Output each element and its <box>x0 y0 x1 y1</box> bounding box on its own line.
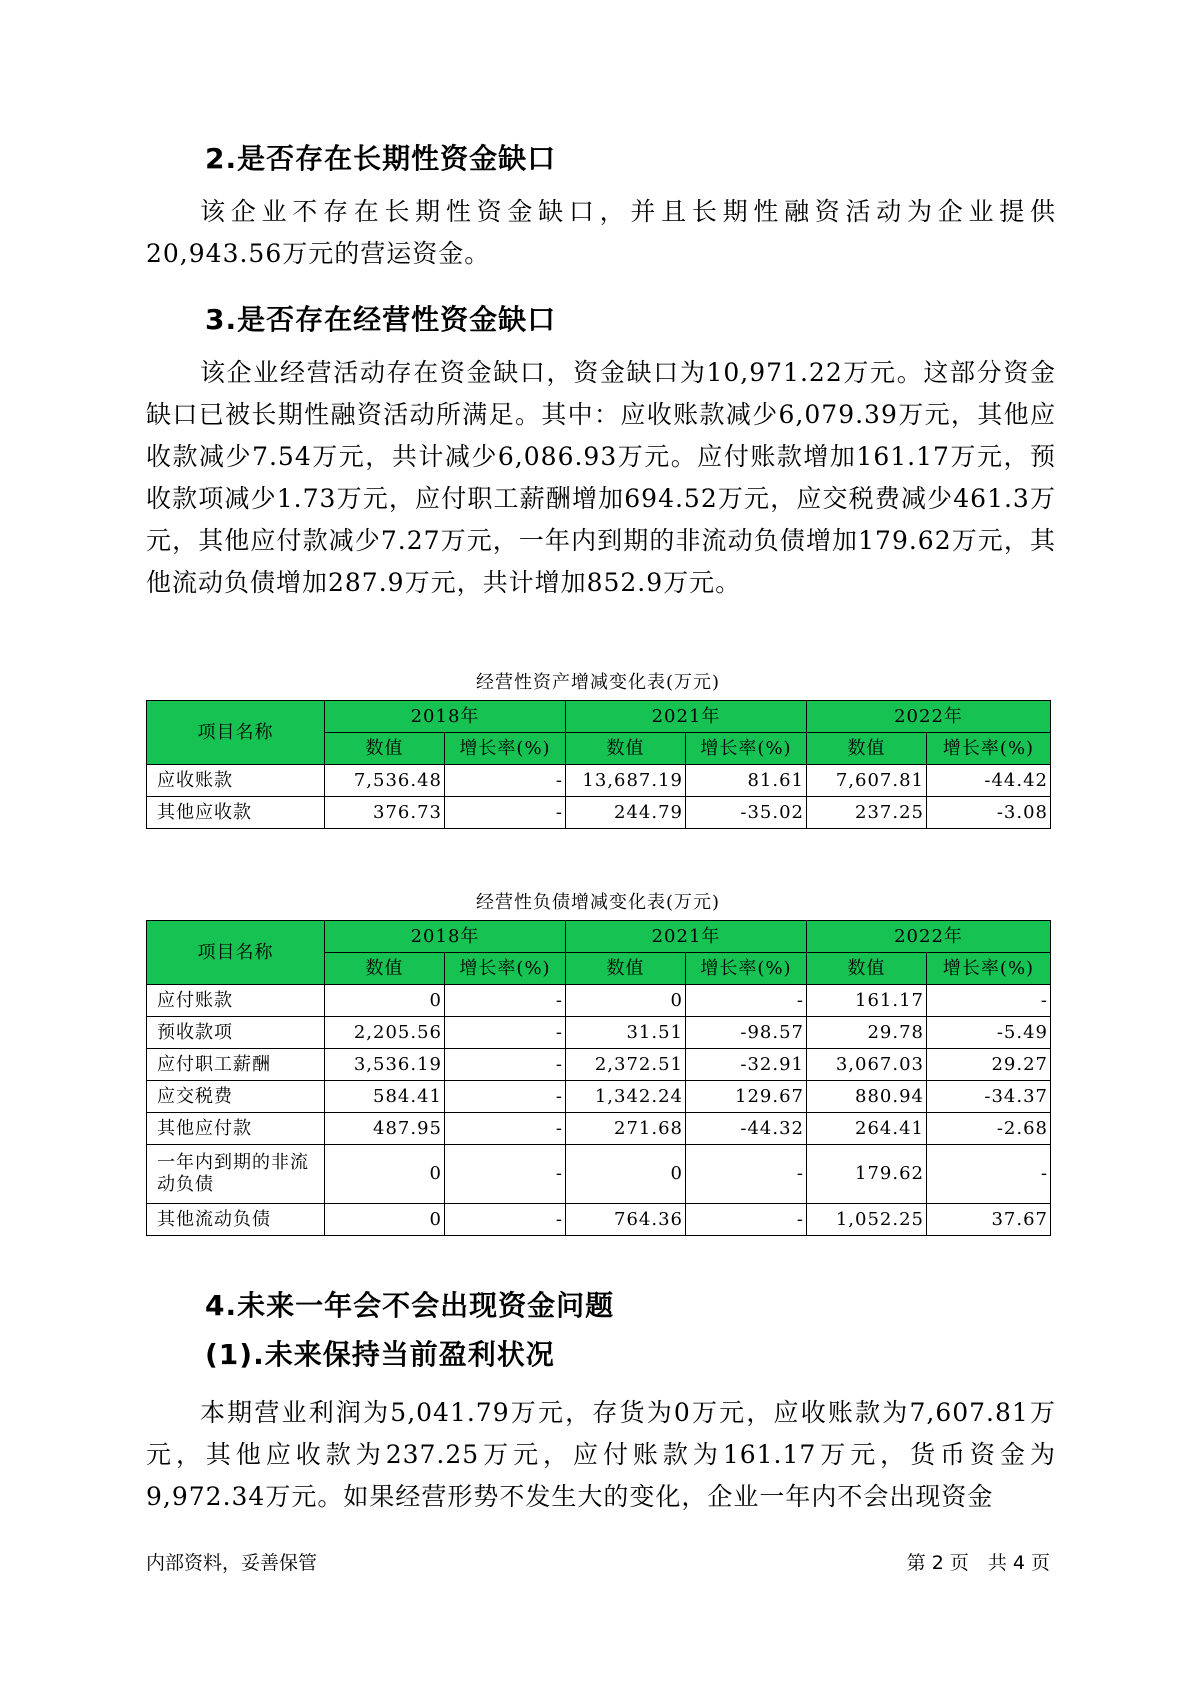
header-row-years <box>147 921 1051 953</box>
row-name: 一年内到期的非流动负债 <box>147 1145 325 1204</box>
growth-cell: - <box>445 1017 566 1049</box>
value-cell: 29.78 <box>807 1017 927 1049</box>
table-row <box>147 1049 1051 1081</box>
value-cell: 0 <box>325 985 445 1017</box>
section-2-heading: 2.是否存在长期性资金缺口 <box>205 142 557 175</box>
growth-cell: -5.49 <box>927 1017 1051 1049</box>
growth-cell: - <box>445 1049 566 1081</box>
value-cell: 0 <box>325 1145 445 1204</box>
growth-cell: - <box>445 985 566 1017</box>
growth-cell: - <box>686 1145 807 1204</box>
table1-caption: 经营性资产增减变化表(万元) <box>475 672 721 693</box>
value-cell: 764.36 <box>566 1204 686 1236</box>
operating-liabilities-table <box>146 920 1051 1236</box>
growth-cell: - <box>445 1081 566 1113</box>
value-header: 数值 <box>807 953 927 985</box>
value-header: 数值 <box>325 953 445 985</box>
growth-cell: - <box>686 1204 807 1236</box>
value-cell: 244.79 <box>566 797 686 829</box>
value-cell: 584.41 <box>325 1081 445 1113</box>
value-cell: 31.51 <box>566 1017 686 1049</box>
growth-cell: -35.02 <box>686 797 807 829</box>
value-header: 数值 <box>807 733 927 765</box>
growth-cell: 129.67 <box>686 1081 807 1113</box>
growth-cell: 29.27 <box>927 1049 1051 1081</box>
growth-cell: -98.57 <box>686 1017 807 1049</box>
section-4-1-heading: (1).未来保持当前盈利状况 <box>205 1338 555 1371</box>
table-row <box>147 765 1051 797</box>
value-cell: 3,536.19 <box>325 1049 445 1081</box>
year-header: 2018年 <box>325 701 566 733</box>
growth-header: 增长率(%) <box>445 953 566 985</box>
value-cell: 271.68 <box>566 1113 686 1145</box>
footer-page-number: 第 2 页 共 4 页 <box>906 1552 1050 1574</box>
value-cell: 237.25 <box>807 797 927 829</box>
value-cell: 7,536.48 <box>325 765 445 797</box>
table2-caption: 经营性负债增减变化表(万元) <box>475 892 721 913</box>
section-3-heading: 3.是否存在经营性资金缺口 <box>205 303 557 336</box>
row-name: 应交税费 <box>147 1081 325 1113</box>
growth-cell: 81.61 <box>686 765 807 797</box>
value-cell: 3,067.03 <box>807 1049 927 1081</box>
table-row <box>147 1145 1051 1204</box>
value-header: 数值 <box>566 733 686 765</box>
value-cell: 487.95 <box>325 1113 445 1145</box>
value-cell: 376.73 <box>325 797 445 829</box>
year-header: 2022年 <box>807 921 1051 953</box>
table-row <box>147 1081 1051 1113</box>
section-2-paragraph: 该企业不存在长期性资金缺口，并且长期性融资活动为企业提供20,943.56万元的营运资金。 <box>146 197 1056 268</box>
year-header: 2022年 <box>807 701 1051 733</box>
growth-cell: -34.37 <box>927 1081 1051 1113</box>
value-cell: 0 <box>566 985 686 1017</box>
value-cell: 13,687.19 <box>566 765 686 797</box>
table-row <box>147 1204 1051 1236</box>
value-cell: 1,342.24 <box>566 1081 686 1113</box>
value-cell: 2,372.51 <box>566 1049 686 1081</box>
row-name: 应付职工薪酬 <box>147 1049 325 1081</box>
row-name: 预收款项 <box>147 1017 325 1049</box>
growth-cell: -44.32 <box>686 1113 807 1145</box>
growth-cell: - <box>927 1145 1051 1204</box>
row-name: 其他应付款 <box>147 1113 325 1145</box>
growth-header: 增长率(%) <box>927 953 1051 985</box>
value-cell: 2,205.56 <box>325 1017 445 1049</box>
growth-cell: -2.68 <box>927 1113 1051 1145</box>
year-header: 2018年 <box>325 921 566 953</box>
growth-cell: - <box>686 985 807 1017</box>
growth-cell: - <box>445 765 566 797</box>
section-4-1-paragraph: 本期营业利润为5,041.79万元，存货为0万元，应收账款为7,607.81万元，其他应收款为237.25万元，应付账款为161.17万元，货币资金为9,972.34万元。如果经营形势不发生大的变化，企业一年内不会出现资金 <box>146 1398 1056 1511</box>
footer-note: 内部资料，妥善保管 <box>146 1552 318 1574</box>
table-row <box>147 985 1051 1017</box>
growth-cell: -44.42 <box>927 765 1051 797</box>
section-4-heading: 4.未来一年会不会出现资金问题 <box>205 1289 615 1322</box>
value-cell: 0 <box>566 1145 686 1204</box>
growth-header: 增长率(%) <box>686 953 807 985</box>
table-row <box>147 797 1051 829</box>
growth-header: 增长率(%) <box>927 733 1051 765</box>
value-cell: 7,607.81 <box>807 765 927 797</box>
growth-cell: - <box>445 797 566 829</box>
header-row-years <box>147 701 1051 733</box>
value-cell: 1,052.25 <box>807 1204 927 1236</box>
value-cell: 264.41 <box>807 1113 927 1145</box>
growth-header: 增长率(%) <box>445 733 566 765</box>
growth-cell: 37.67 <box>927 1204 1051 1236</box>
section-3-paragraph: 该企业经营活动存在资金缺口，资金缺口为10,971.22万元。这部分资金缺口已被长期性融资活动所满足。其中：应收账款减少6,079.39万元，其他应收款减少7.54万元，共计减少6,086.93万元。应付账款增加161.17万元，预收款项减少1.73万元，应付职工薪酬增加694.52万元，应交税费减少461.3万元，其他应付款减少7.27万元，一年内到期的非流动负债增加179.62万元，其他流动负债增加287.9万元，共计增加852.9万元。 <box>146 358 1056 597</box>
value-header: 数值 <box>566 953 686 985</box>
year-header: 2021年 <box>566 701 807 733</box>
value-cell: 0 <box>325 1204 445 1236</box>
growth-cell: -3.08 <box>927 797 1051 829</box>
item-name-header: 项目名称 <box>147 921 325 985</box>
growth-cell: - <box>927 985 1051 1017</box>
row-name: 应付账款 <box>147 985 325 1017</box>
year-header: 2021年 <box>566 921 807 953</box>
growth-cell: -32.91 <box>686 1049 807 1081</box>
row-name: 其他流动负债 <box>147 1204 325 1236</box>
table-row <box>147 1017 1051 1049</box>
growth-cell: - <box>445 1145 566 1204</box>
row-name: 其他应收款 <box>147 797 325 829</box>
value-header: 数值 <box>325 733 445 765</box>
row-name: 应收账款 <box>147 765 325 797</box>
value-cell: 880.94 <box>807 1081 927 1113</box>
operating-assets-table <box>146 700 1051 829</box>
growth-cell: - <box>445 1204 566 1236</box>
item-name-header: 项目名称 <box>147 701 325 765</box>
table-row <box>147 1113 1051 1145</box>
growth-cell: - <box>445 1113 566 1145</box>
value-cell: 161.17 <box>807 985 927 1017</box>
growth-header: 增长率(%) <box>686 733 807 765</box>
value-cell: 179.62 <box>807 1145 927 1204</box>
